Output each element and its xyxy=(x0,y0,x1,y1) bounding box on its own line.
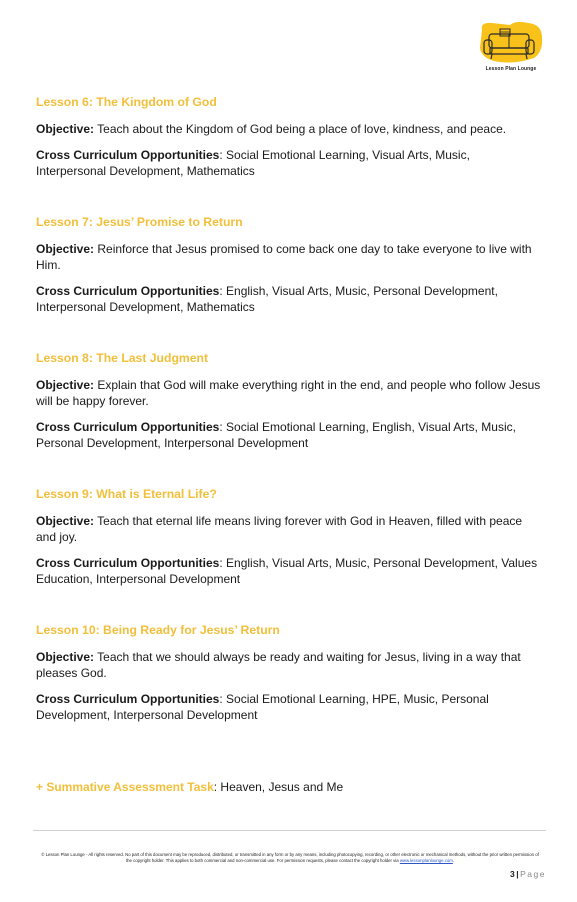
cross-curriculum-label: Cross Curriculum Opportunities xyxy=(36,283,220,298)
lesson-title: Lesson 7: Jesus’ Promise to Return xyxy=(36,214,243,229)
objective-text: Explain that God will make everything right in the end, and people who follow Jesus will be happy forever. xyxy=(36,377,541,408)
summative-assessment xyxy=(36,779,343,795)
objective-text: Reinforce that Jesus promised to come back one day to take everyone to live with Him. xyxy=(36,241,532,272)
lesson-title: Lesson 6: The Kingdom of God xyxy=(36,95,217,109)
lesson-cross-curriculum xyxy=(36,419,542,452)
objective-label: Objective: xyxy=(36,122,95,136)
brand-logo xyxy=(476,20,546,76)
lesson-item xyxy=(36,214,542,316)
footer-copyright xyxy=(40,852,540,864)
lesson-objective xyxy=(36,513,542,546)
cross-curriculum-text: : Social Emotional Learning, Visual Arts, Music, Interpersonal Development, Mathematics xyxy=(36,147,470,178)
website-link[interactable]: www.lessonplanlounge.com xyxy=(399,858,453,863)
page-separator: | xyxy=(516,869,521,879)
cross-curriculum-text: : Social Emotional Learning, HPE, Music, Personal Development, Interpersonal Development xyxy=(36,691,489,722)
objective-label: Objective: xyxy=(36,513,95,528)
sofa-icon xyxy=(476,20,546,66)
lesson-title: Lesson 9: What is Eternal Life? xyxy=(36,486,217,501)
lesson-cross-curriculum xyxy=(36,691,542,724)
copyright-text: © Lesson Plan Lounge - All rights reserved. No part of this document may be reproduced, distributed, or transmitted in any form or by any means, including photocopying, recording, or other electronic or mechanical methods, without the prior written permission of the copyright holder. This applies to both commercial and non-commercial use. For permission requests, please contact the copyright holder via xyxy=(41,852,539,863)
brand-name: Lesson Plan Lounge xyxy=(485,66,537,72)
cross-curriculum-text: : English, Visual Arts, Music, Personal Development, Values Education, Interpersonal Development xyxy=(36,555,538,586)
footer-divider xyxy=(33,830,546,831)
lesson-cross-curriculum xyxy=(36,555,542,588)
lesson-title: Lesson 10: Being Ready for Jesus’ Return xyxy=(36,622,280,637)
cross-curriculum-text: : English, Visual Arts, Music, Personal Development, Interpersonal Development, Mathematics xyxy=(36,283,498,314)
page-number xyxy=(486,869,546,879)
lesson-cross-curriculum xyxy=(36,147,542,180)
objective-text: Teach that we should always be ready and waiting for Jesus, living in a way that pleases God. xyxy=(36,649,521,680)
lesson-cross-curriculum xyxy=(36,283,542,316)
lesson-item xyxy=(36,94,542,180)
cross-curriculum-label: Cross Curriculum Opportunities xyxy=(36,555,220,570)
objective-text: Teach about the Kingdom of God being a place of love, kindness, and peace. xyxy=(94,122,507,136)
lesson-objective xyxy=(36,649,542,682)
objective-text: Teach that eternal life means living forever with God in Heaven, filled with peace and joy. xyxy=(36,513,523,544)
cross-curriculum-text: : Social Emotional Learning, English, Visual Arts, Music, Personal Development, Interpersonal Development xyxy=(36,419,516,450)
cross-curriculum-label: Cross Curriculum Opportunities xyxy=(36,147,220,162)
page-number-value: 3 xyxy=(510,869,517,879)
cross-curriculum-label: Cross Curriculum Opportunities xyxy=(36,691,220,706)
copyright-end: . xyxy=(452,858,455,863)
summative-text: : Heaven, Jesus and Me xyxy=(213,780,344,794)
lesson-objective xyxy=(36,241,542,274)
lesson-title: Lesson 8: The Last Judgment xyxy=(36,350,209,365)
objective-label: Objective: xyxy=(36,241,95,256)
page-word: Page xyxy=(520,869,546,879)
cross-curriculum-label: Cross Curriculum Opportunities xyxy=(36,419,220,434)
summative-label: + Summative Assessment Task xyxy=(36,780,214,794)
objective-label: Objective: xyxy=(36,377,95,392)
lesson-objective xyxy=(36,121,542,138)
objective-label: Objective: xyxy=(36,649,95,664)
lesson-item xyxy=(36,350,542,452)
lesson-list xyxy=(36,94,542,758)
lesson-item xyxy=(36,622,542,724)
lesson-objective xyxy=(36,377,542,410)
lesson-item xyxy=(36,486,542,588)
